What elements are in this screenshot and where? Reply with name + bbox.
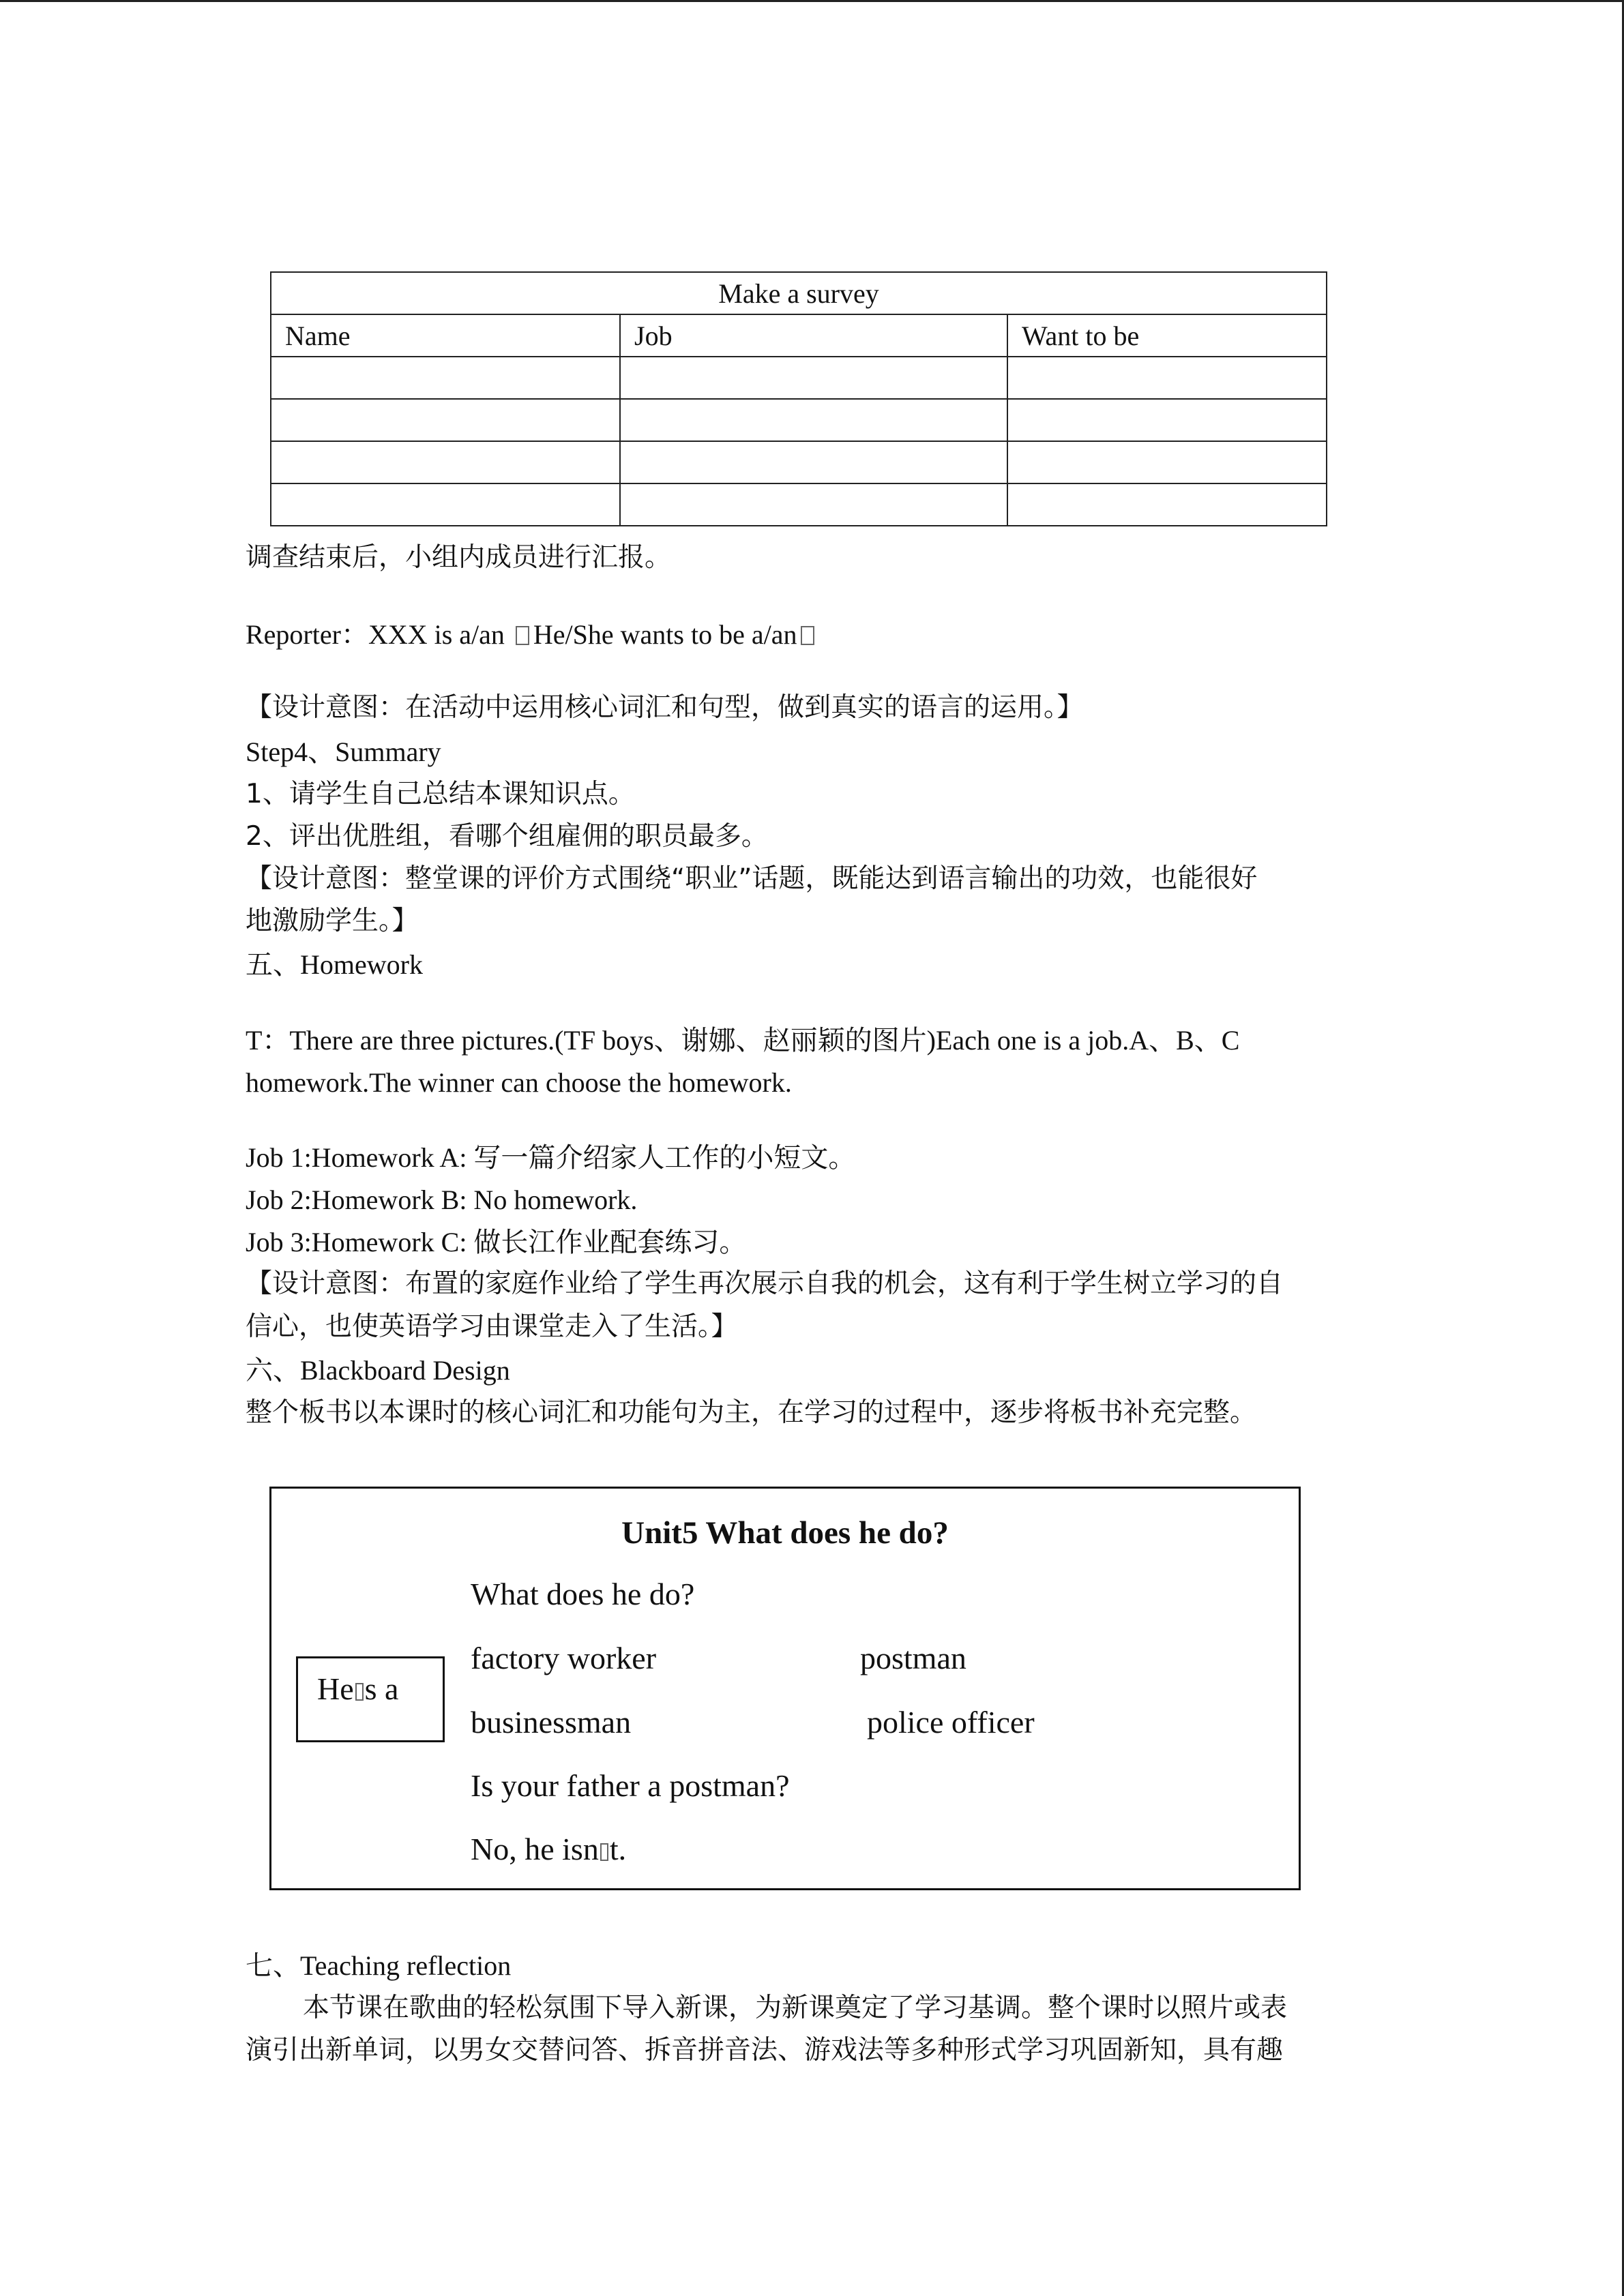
reporter-part-a: Reporter：XXX is a/an <box>246 619 512 650</box>
missing-glyph-icon <box>801 626 814 645</box>
table-cell <box>271 483 620 526</box>
reporter-part-b: He/She wants to be a/an <box>533 619 797 650</box>
survey-title: Make a survey <box>271 272 1327 314</box>
job-2: Job 2:Homework B: No homework. <box>246 1184 638 1215</box>
homework-intro-line1: T：There are three pictures.(TF boys、谢娜、赵丽颖的图片)Each one is a job.A、B、C <box>246 1025 1240 1056</box>
homework-intro-line2: homework.The winner can choose the homework. <box>246 1067 792 1098</box>
section-5-heading: 五、Homework <box>246 949 423 980</box>
blackboard-design <box>269 1487 1301 1890</box>
table-row <box>271 441 1327 483</box>
table-row <box>271 399 1327 441</box>
table-row <box>271 483 1327 526</box>
table-cell <box>620 483 1007 526</box>
board-answer-a: No, he isn <box>471 1832 599 1866</box>
table-cell <box>1007 399 1327 441</box>
table-cell <box>271 357 620 399</box>
board-question: What does he do? <box>471 1577 695 1611</box>
header-name: Name <box>271 314 620 357</box>
board-title: Unit5 What does he do? <box>621 1515 949 1551</box>
design-intent-2-line2: 地激励学生。】 <box>246 906 419 936</box>
blackboard-description: 整个板书以本课时的核心词汇和功能句为主，在学习的过程中，逐步将板书补充完整。 <box>246 1397 1257 1428</box>
header-want-to-be: Want to be <box>1007 314 1327 357</box>
table-cell <box>1007 357 1327 399</box>
reflection-line1: 本节课在歌曲的轻松氛围下导入新课，为新课奠定了学习基调。整个课时以照片或表 <box>303 1993 1288 2023</box>
reporter-sentence <box>246 617 818 653</box>
table-cell <box>1007 483 1327 526</box>
board-hes-a-box <box>296 1656 445 1742</box>
step4-heading: Step4、Summary <box>246 736 441 767</box>
summary-item-2: 2、评出优胜组，看哪个组雇佣的职员最多。 <box>246 821 768 852</box>
job-1: Job 1:Homework A: 写一篇介绍家人工作的小短文。 <box>246 1142 856 1173</box>
board-answer <box>471 1831 626 1867</box>
reflection-line2: 演引出新单词，以男女交替问答、拆音拼音法、游戏法等多种形式学习巩固新知，具有趣 <box>246 2035 1284 2066</box>
board-word-businessman: businessman <box>471 1705 632 1740</box>
section-7-heading: 七、Teaching reflection <box>246 1950 512 1981</box>
missing-glyph-icon <box>600 1843 608 1861</box>
table-cell <box>271 399 620 441</box>
design-intent-3-line2: 信心，也使英语学习由课堂走入了生活。】 <box>246 1311 738 1342</box>
board-question-2: Is your father a postman? <box>471 1768 790 1803</box>
header-job: Job <box>620 314 1007 357</box>
page-border-top <box>0 0 1624 2</box>
summary-item-1: 1、请学生自己总结本课知识点。 <box>246 779 635 809</box>
survey-table <box>270 271 1327 526</box>
board-sa-text: s a <box>364 1671 399 1706</box>
table-cell <box>1007 441 1327 483</box>
survey-header-row <box>271 314 1327 357</box>
report-instruction: 调查结束后，小组内成员进行汇报。 <box>246 542 672 573</box>
board-he-text: He <box>317 1671 354 1706</box>
section-6-heading: 六、Blackboard Design <box>246 1355 510 1386</box>
board-word-police-officer: police officer <box>867 1705 1035 1740</box>
board-word-factory-worker: factory worker <box>471 1641 657 1675</box>
table-cell <box>620 357 1007 399</box>
missing-glyph-icon <box>355 1683 364 1701</box>
design-intent-1: 【设计意图：在活动中运用核心词汇和句型，做到真实的语言的运用。】 <box>246 692 1084 723</box>
board-word-postman: postman <box>860 1641 966 1675</box>
table-cell <box>271 441 620 483</box>
survey-title-row <box>271 272 1327 314</box>
table-row <box>271 357 1327 399</box>
board-answer-b: t. <box>609 1832 627 1866</box>
design-intent-3-line1: 【设计意图：布置的家庭作业给了学生再次展示自我的机会，这有利于学生树立学习的自 <box>246 1268 1284 1299</box>
missing-glyph-icon <box>516 626 529 645</box>
design-intent-2-line1: 【设计意图：整堂课的评价方式围绕“职业”话题，既能达到语言输出的功效，也能很好 <box>246 863 1258 894</box>
job-3: Job 3:Homework C: 做长江作业配套练习。 <box>246 1227 747 1257</box>
table-cell <box>620 441 1007 483</box>
table-cell <box>620 399 1007 441</box>
